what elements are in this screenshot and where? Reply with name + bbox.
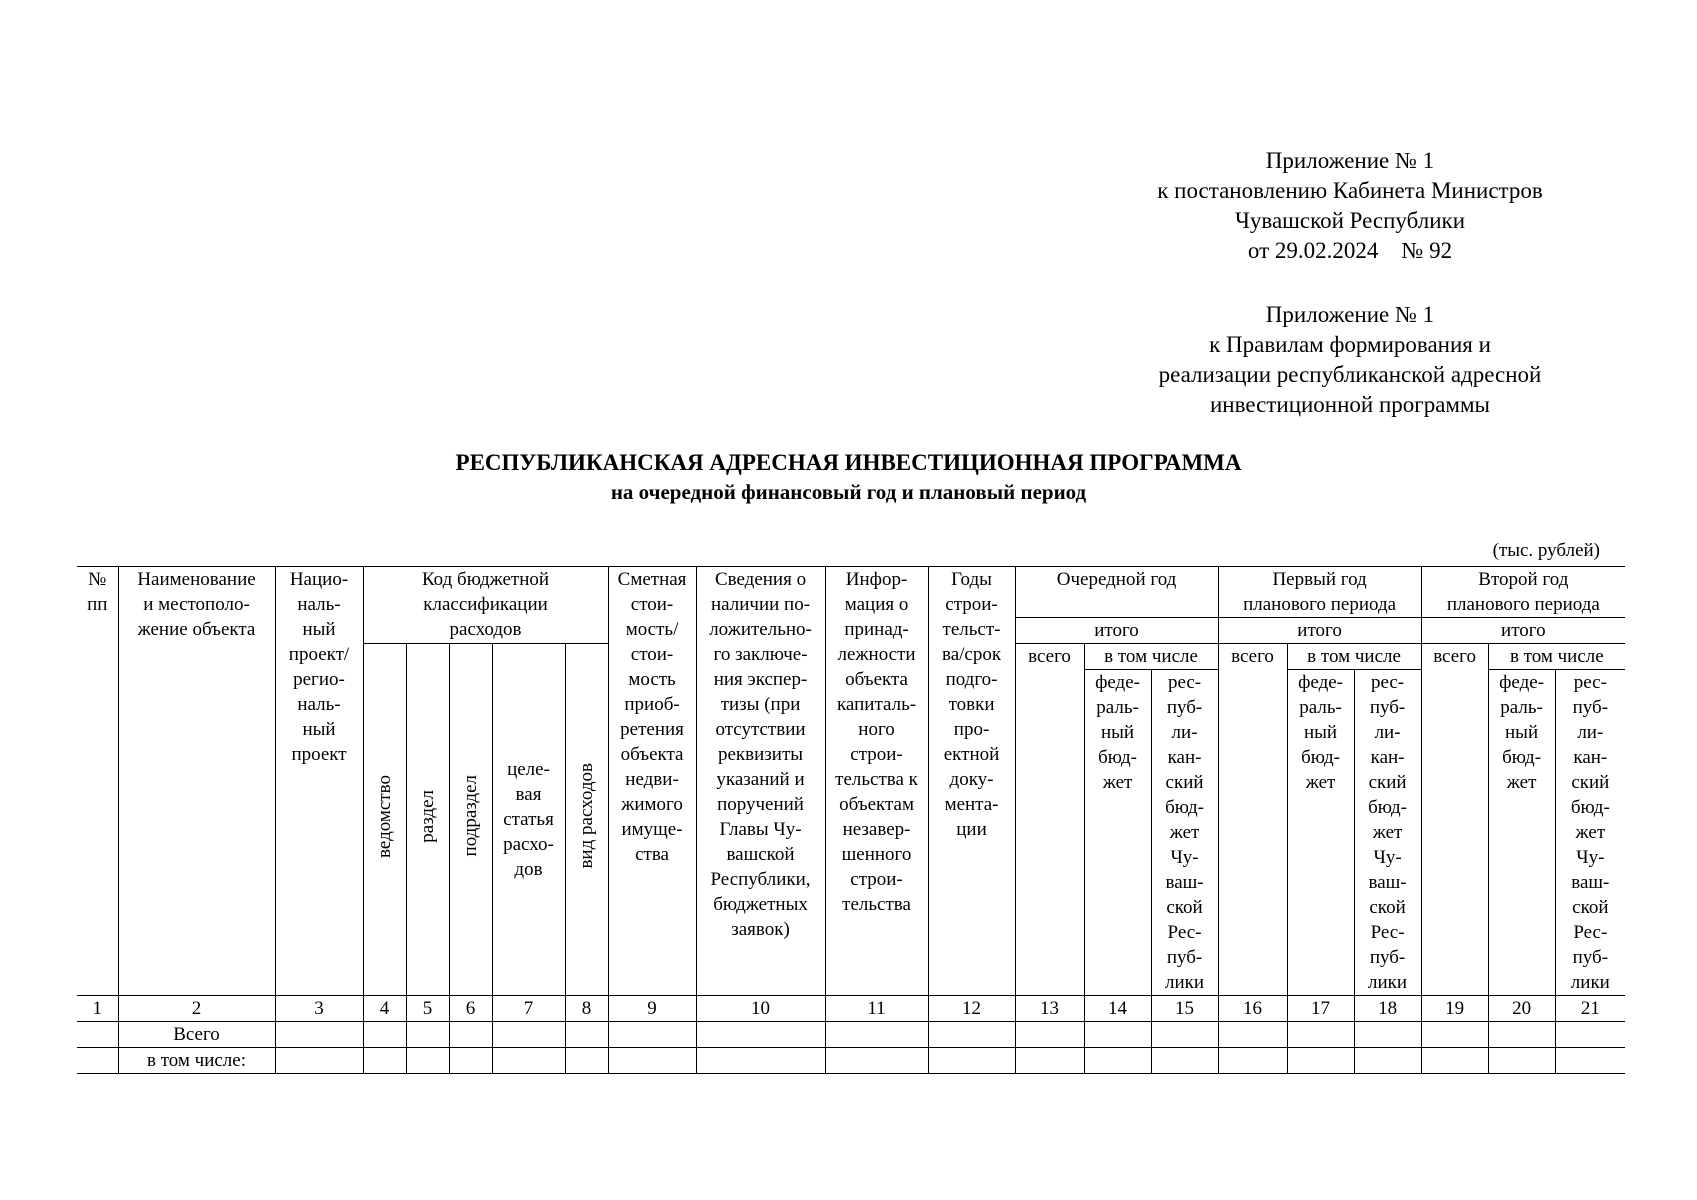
- header-budget-code: Код бюджетной классификации расходов: [363, 567, 608, 644]
- table-cell: [492, 1048, 565, 1074]
- table-cell: [1488, 1022, 1555, 1048]
- column-number: 9: [608, 996, 696, 1022]
- table-cell: [363, 1048, 406, 1074]
- table-row-total: [77, 1022, 1625, 1048]
- column-number: 8: [565, 996, 608, 1022]
- header-target-item: целе- вая статья расхо- дов: [492, 644, 565, 996]
- table-cell: [1354, 1022, 1421, 1048]
- header-ownership-info: Инфор- мация о принад- лежности объекта капиталь- ного строи- тельства к объектам незавер- шенного строи- тельства: [825, 567, 928, 996]
- header-section-text: раздел: [417, 789, 438, 843]
- column-number: 6: [449, 996, 492, 1022]
- units-label: (тыс. рублей): [1492, 540, 1600, 561]
- column-numbers-row: [77, 996, 1625, 1022]
- header-republic-second-plan-year: рес- пуб- ли- кан- ский бюд- жет Чу- ваш- ской Рес- пуб- лики: [1555, 670, 1625, 996]
- table-cell: [1084, 1048, 1151, 1074]
- table-cell: [1421, 1048, 1488, 1074]
- column-number: 3: [275, 996, 363, 1022]
- table-cell: [1555, 1048, 1625, 1074]
- table-cell: [928, 1048, 1015, 1074]
- table-cell: [406, 1048, 449, 1074]
- header-second-plan-year: Второй год планового периода: [1421, 567, 1625, 618]
- header-republic-next-year: рес- пуб- ли- кан- ский бюд- жет Чу- ваш- ской Рес- пуб- лики: [1151, 670, 1218, 996]
- appendix-cabinet-line2: к постановлению Кабинета Министров: [1157, 178, 1543, 203]
- header-total-first-plan-year: итого: [1218, 618, 1421, 644]
- table-cell: [825, 1022, 928, 1048]
- appendix-rules-line2: к Правилам формирования и: [1209, 332, 1491, 357]
- header-next-year: Очередной год: [1015, 567, 1218, 618]
- appendix-rules-line4: инвестиционной программы: [1210, 392, 1490, 417]
- header-all-next-year: всего: [1015, 644, 1084, 996]
- column-number: 21: [1555, 996, 1625, 1022]
- table-cell: [825, 1048, 928, 1074]
- table-cell: [1218, 1048, 1287, 1074]
- header-all-first-plan-year: всего: [1218, 644, 1287, 996]
- column-number: 2: [118, 996, 275, 1022]
- header-ministry-text: ведомство: [374, 774, 395, 858]
- table-cell: [928, 1022, 1015, 1048]
- header-object-name: Наименование и местополо- жение объекта: [118, 567, 275, 996]
- table-cell: [449, 1022, 492, 1048]
- table-cell: [1287, 1048, 1354, 1074]
- header-expertise-info: Сведения о наличии по- ложительно- го заключе- ния экспер- тизы (при отсутствии реквизиты указаний и поручений Главы Чу- вашской Республики, бюджетных заявок): [696, 567, 825, 996]
- table-cell: [1421, 1022, 1488, 1048]
- table-cell: [565, 1048, 608, 1074]
- table-cell: [449, 1048, 492, 1074]
- appendix-rules-block: [1100, 300, 1600, 420]
- header-total-second-plan-year: итого: [1421, 618, 1625, 644]
- table-cell: [275, 1022, 363, 1048]
- header-subsection: [449, 644, 492, 996]
- appendix-cabinet-line4: от 29.02.2024 № 92: [1247, 238, 1453, 263]
- column-number: 17: [1287, 996, 1354, 1022]
- column-number: 5: [406, 996, 449, 1022]
- column-number: 12: [928, 996, 1015, 1022]
- header-including-second-plan-year: в том числе: [1488, 644, 1625, 670]
- document-subtitle: на очередной финансовый год и плановый период: [610, 480, 1087, 504]
- appendix-cabinet-line3: Чувашской Республики: [1234, 208, 1466, 233]
- column-number: 7: [492, 996, 565, 1022]
- column-number: 18: [1354, 996, 1421, 1022]
- header-federal-second-plan-year: феде- раль- ный бюд- жет: [1488, 670, 1555, 996]
- table-cell: [77, 1022, 118, 1048]
- table-cell: [406, 1022, 449, 1048]
- header-first-plan-year: Первый год планового периода: [1218, 567, 1421, 618]
- header-national-project: Нацио- наль- ный проект/ регио- наль- ный проект: [275, 567, 363, 996]
- table-cell: [696, 1022, 825, 1048]
- table-cell: [565, 1022, 608, 1048]
- table-cell: [492, 1022, 565, 1048]
- header-section: [406, 644, 449, 996]
- column-number: 11: [825, 996, 928, 1022]
- header-construction-years: Годы строи- тельст- ва/срок подго- товки про- ектной доку- мента- ции: [928, 567, 1015, 996]
- table-cell: [1354, 1048, 1421, 1074]
- column-number: 10: [696, 996, 825, 1022]
- table-cell: [1151, 1022, 1218, 1048]
- table-cell: [696, 1048, 825, 1074]
- column-number: 15: [1151, 996, 1218, 1022]
- column-number: 4: [363, 996, 406, 1022]
- header-all-second-plan-year: всего: [1421, 644, 1488, 996]
- header-federal-next-year: феде- раль- ный бюд- жет: [1084, 670, 1151, 996]
- column-number: 14: [1084, 996, 1151, 1022]
- header-num: № пп: [77, 567, 118, 996]
- column-number: 16: [1218, 996, 1287, 1022]
- appendix-rules-line3: реализации республиканской адресной: [1158, 362, 1542, 387]
- header-including-next-year: в том числе: [1084, 644, 1218, 670]
- header-expense-type: [565, 644, 608, 996]
- column-number: 19: [1421, 996, 1488, 1022]
- table-cell: [608, 1022, 696, 1048]
- appendix-rules-line1: Приложение № 1: [1265, 302, 1435, 327]
- row-label-total: Всего: [118, 1022, 275, 1048]
- table-cell: [1151, 1048, 1218, 1074]
- column-number: 13: [1015, 996, 1084, 1022]
- column-number: 20: [1488, 996, 1555, 1022]
- table-cell: [1015, 1022, 1084, 1048]
- row-label-including: в том числе:: [118, 1048, 275, 1074]
- header-subsection-text: подраздел: [460, 775, 481, 857]
- table-cell: [1084, 1022, 1151, 1048]
- table-cell: [1555, 1022, 1625, 1048]
- table-cell: [1015, 1048, 1084, 1074]
- header-total-next-year: итого: [1015, 618, 1218, 644]
- table-cell: [1218, 1022, 1287, 1048]
- header-estimated-cost: Сметная стои- мость/ стои- мость приоб- ретения объекта недви- жимого имуще- ства: [608, 567, 696, 996]
- table-cell: [608, 1048, 696, 1074]
- table-cell: [1488, 1048, 1555, 1074]
- table-row-including: [77, 1048, 1625, 1074]
- header-including-first-plan-year: в том числе: [1287, 644, 1421, 670]
- appendix-cabinet-line1: Приложение № 1: [1265, 148, 1435, 173]
- header-expense-type-text: вид расходов: [576, 763, 598, 869]
- header-federal-first-plan-year: феде- раль- ный бюд- жет: [1287, 670, 1354, 996]
- header-ministry: [363, 644, 406, 996]
- appendix-cabinet-block: [1100, 146, 1600, 266]
- table-cell: [363, 1022, 406, 1048]
- investment-program-table: [77, 566, 1625, 1074]
- table-cell: [1287, 1022, 1354, 1048]
- table-cell: [77, 1048, 118, 1074]
- header-republic-first-plan-year: рес- пуб- ли- кан- ский бюд- жет Чу- ваш- ской Рес- пуб- лики: [1354, 670, 1421, 996]
- column-number: 1: [77, 996, 118, 1022]
- table-cell: [275, 1048, 363, 1074]
- document-title: РЕСПУБЛИКАНСКАЯ АДРЕСНАЯ ИНВЕСТИЦИОННАЯ ПРОГРАММА: [455, 450, 1242, 475]
